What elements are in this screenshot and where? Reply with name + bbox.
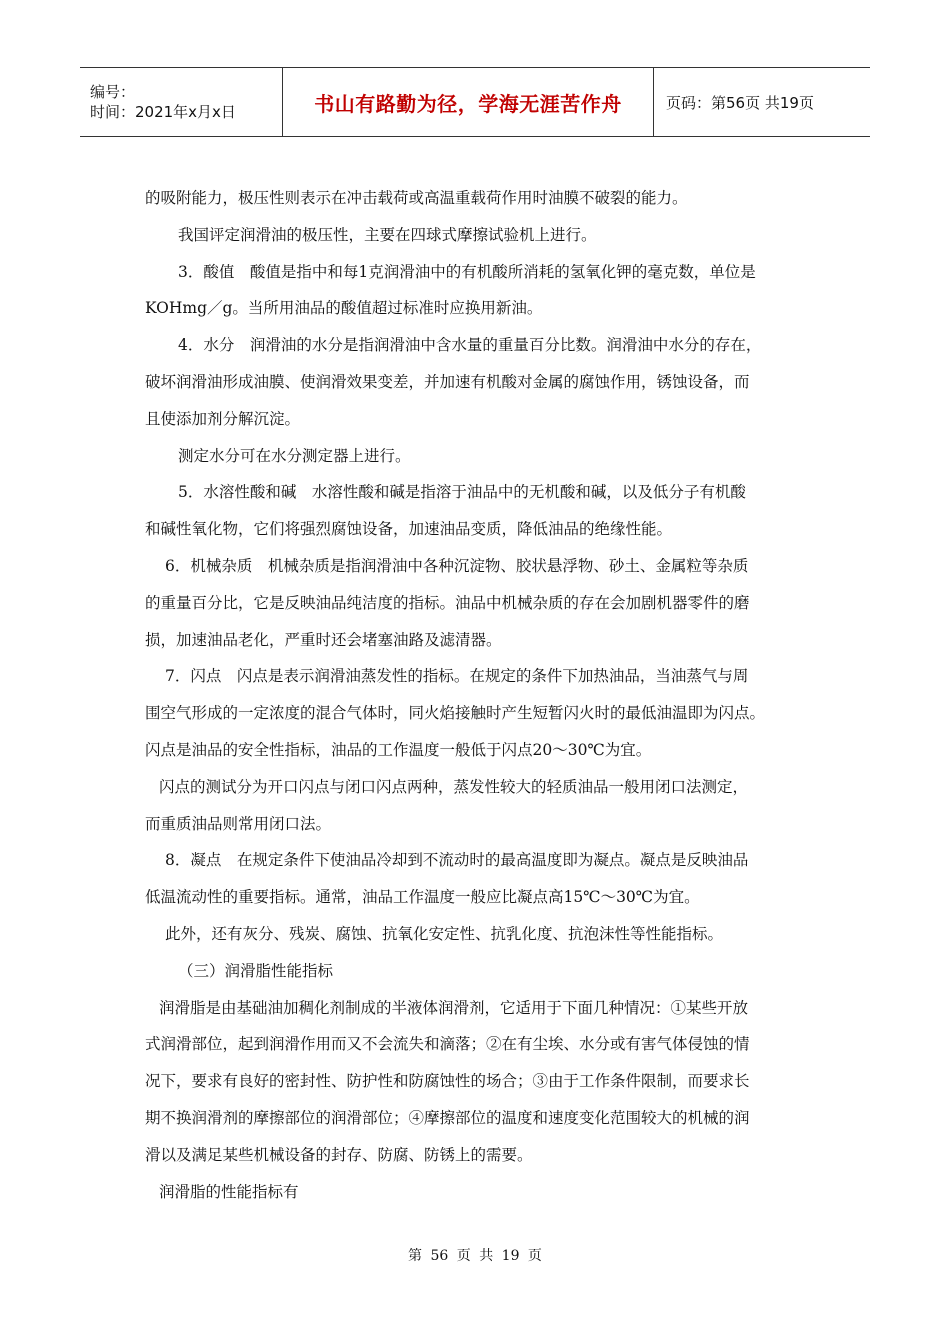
paragraph-line: 滑以及满足某些机械设备的封存、防腐、防锈上的需要。 xyxy=(145,1145,533,1164)
paragraph-line: 的重量百分比，它是反映油品纯洁度的指标。油品中机械杂质的存在会加剧机器零件的磨 xyxy=(145,593,750,612)
paragraph-line: 测定水分可在水分测定器上进行。 xyxy=(178,446,411,465)
paragraph-line: 4．水分 润滑油的水分是指润滑油中含水量的重量百分比数。润滑油中水分的存在， xyxy=(178,336,762,355)
paragraph-line: 润滑脂是由基础油加稠化剂制成的半液体润滑剂，它适用于下面几种情况：①某些开放 xyxy=(159,998,749,1017)
paragraph-line: 且使添加剂分解沉淀。 xyxy=(145,409,301,428)
header-page-number: 页码：第56页 共19页 xyxy=(666,93,814,112)
paragraph-line: KOHmg／g。当所用油品的酸值超过标准时应换用新油。 xyxy=(145,299,543,318)
paragraph-line: 破坏润滑油形成油膜、使润滑效果变差，并加速有机酸对金属的腐蚀作用，锈蚀设备，而 xyxy=(145,372,750,391)
document-date-label: 时间：2021年x月x日 xyxy=(90,103,236,121)
document-number-label: 编号： xyxy=(90,83,136,101)
paragraph-line: 闪点的测试分为开口闪点与闭口闪点两种，蒸发性较大的轻质油品一般用闭口法测定， xyxy=(159,777,749,796)
paragraph-line: 期不换润滑剂的摩擦部位的润滑部位；④摩擦部位的温度和速度变化范围较大的机械的润 xyxy=(145,1108,750,1127)
paragraph-line: 低温流动性的重要指标。通常，油品工作温度一般应比凝点高15℃～30℃为宜。 xyxy=(145,888,700,907)
paragraph-line: 8．凝点 在规定条件下使油品冷却到不流动时的最高温度即为凝点。凝点是反映油品 xyxy=(165,851,749,870)
paragraph-line: 6．机械杂质 机械杂质是指润滑油中各种沉淀物、胶状悬浮物、砂土、金属粒等杂质 xyxy=(165,556,749,575)
paragraph-line: 而重质油品则常用闭口法。 xyxy=(145,814,332,833)
paragraph-line: 润滑脂的性能指标有 xyxy=(159,1182,299,1201)
paragraph-line: 3．酸值 酸值是指中和每1克润滑油中的有机酸所消耗的氢氧化钾的毫克数，单位是 xyxy=(178,262,756,281)
header-page-cell xyxy=(654,68,870,136)
paragraph-line: 围空气形成的一定浓度的混合气体时，同火焰接触时产生短暂闪火时的最低油温即为闪点。 xyxy=(145,704,766,723)
paragraph-line: 和碱性氧化物，它们将强烈腐蚀设备，加速油品变质，降低油品的绝缘性能。 xyxy=(145,520,673,539)
paragraph-line: 损，加速油品老化，严重时还会堵塞油路及滤清器。 xyxy=(145,630,502,649)
paragraph-line: 式润滑部位，起到润滑作用而又不会流失和滴落；②在有尘埃、水分或有害气体侵蚀的情 xyxy=(145,1035,750,1054)
paragraph-line: 5．水溶性酸和碱 水溶性酸和碱是指溶于油品中的无机酸和碱，以及低分子有机酸 xyxy=(178,483,746,502)
paragraph-line: （三）润滑脂性能指标 xyxy=(178,961,334,980)
paragraph-line: 7．闪点 闪点是表示润滑油蒸发性的指标。在规定的条件下加热油品，当油蒸气与周 xyxy=(165,667,749,686)
paragraph-line: 我国评定润滑油的极压性，主要在四球式摩擦试验机上进行。 xyxy=(178,225,597,244)
header-meta xyxy=(80,68,282,136)
page-footer: 第 56 页 共 19 页 xyxy=(408,1248,542,1264)
document-body xyxy=(145,180,815,1210)
header-motto-cell xyxy=(282,68,654,136)
paragraph-line: 闪点是油品的安全性指标，油品的工作温度一般低于闪点20～30℃为宜。 xyxy=(145,740,652,759)
paragraph-line: 此外，还有灰分、残炭、腐蚀、抗氧化安定性、抗乳化度、抗泡沫性等性能指标。 xyxy=(165,924,724,943)
paragraph-line: 况下，要求有良好的密封性、防护性和防腐蚀性的场合；③由于工作条件限制，而要求长 xyxy=(145,1072,750,1091)
paragraph-line: 的吸附能力，极压性则表示在冲击载荷或高温重载荷作用时油膜不破裂的能力。 xyxy=(145,189,688,207)
header-motto: 书山有路勤为径，学海无涯苦作舟 xyxy=(314,91,622,116)
page-header xyxy=(80,67,870,137)
